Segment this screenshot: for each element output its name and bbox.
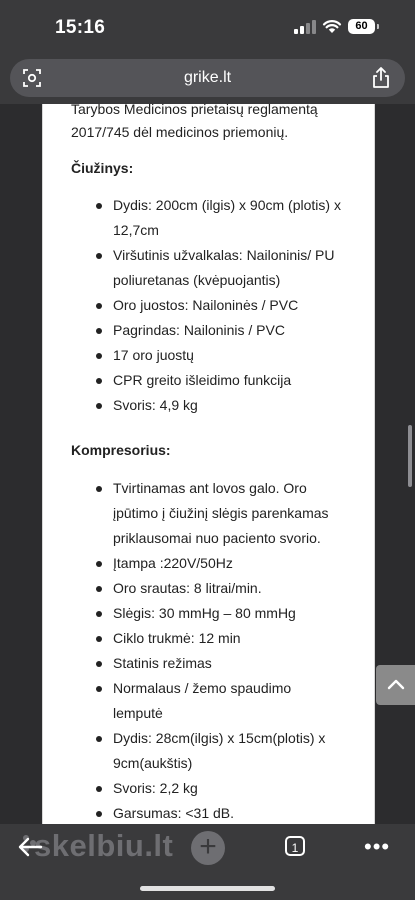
list-item xyxy=(113,776,373,801)
bullet-dot xyxy=(96,378,102,384)
bullet-dot xyxy=(96,203,102,209)
bullet-dot xyxy=(96,586,102,592)
list-item-line: Garsumas: <31 dB. xyxy=(113,805,235,821)
section-title-ciuzinys: Čiužinys: xyxy=(71,160,134,176)
intro-line: 2017/745 dėl medicinos priemonių. xyxy=(71,124,289,140)
cellular-signal-icon xyxy=(294,20,316,34)
list-item-line: Statinis režimas xyxy=(113,655,212,671)
bullet-dot xyxy=(96,786,102,792)
list-item-line: lemputė xyxy=(113,705,163,721)
list-item-line: Slėgis: 30 mmHg – 80 mmHg xyxy=(113,605,296,621)
list-item-line: Svoris: 2,2 kg xyxy=(113,780,198,796)
wifi-icon xyxy=(322,18,342,34)
web-page xyxy=(0,104,415,824)
address-bar[interactable] xyxy=(10,59,405,97)
status-bar xyxy=(0,0,415,56)
bullet-dot xyxy=(96,736,102,742)
list-item xyxy=(113,726,373,776)
back-arrow-icon[interactable] xyxy=(17,836,43,858)
chevron-up-icon xyxy=(376,665,415,705)
list-item-line: poliuretanas (kvėpuojantis) xyxy=(113,272,281,288)
list-item-line: Ciklo trukmė: 12 min xyxy=(113,630,241,646)
article-content xyxy=(42,104,375,824)
list-item xyxy=(113,551,373,576)
bullet-dot xyxy=(96,636,102,642)
bullet-dot xyxy=(96,811,102,817)
section-title-kompresorius: Kompresorius: xyxy=(71,442,171,458)
battery-level: 60 xyxy=(348,19,375,34)
list-item xyxy=(113,293,373,318)
list-item xyxy=(113,318,373,343)
list-item-line: Tvirtinamas ant lovos galo. Oro xyxy=(113,480,307,496)
bullet-dot xyxy=(96,253,102,259)
list-item-line: 9cm(aukštis) xyxy=(113,755,193,771)
list-item xyxy=(113,368,373,393)
list-item xyxy=(113,393,373,418)
bullet-dot xyxy=(96,403,102,409)
battery-tip xyxy=(377,24,379,29)
bullet-dot xyxy=(96,661,102,667)
list-item xyxy=(113,626,373,651)
list-item-line: įpūtimo į čiužinį slėgis parenkamas xyxy=(113,505,329,521)
list-item-line: Oro srautas: 8 litrai/min. xyxy=(113,580,262,596)
list-item-line: Dydis: 200cm (ilgis) x 90cm (plotis) x xyxy=(113,197,341,213)
bullet-dot xyxy=(96,486,102,492)
list-item xyxy=(113,243,373,293)
list-item xyxy=(113,576,373,601)
list-item xyxy=(113,676,373,726)
url-text[interactable]: grike.lt xyxy=(183,69,232,86)
new-tab-button[interactable]: + xyxy=(191,831,225,865)
list-item-line: Pagrindas: Nailoninis / PVC xyxy=(113,322,285,338)
bullet-dot xyxy=(96,353,102,359)
list-item-line: priklausomai nuo paciento svorio. xyxy=(113,530,321,546)
bullet-dot xyxy=(96,561,102,567)
tabs-button[interactable]: 1 xyxy=(285,836,305,856)
scrollbar[interactable] xyxy=(408,425,412,487)
bullet-dot xyxy=(96,686,102,692)
share-icon[interactable] xyxy=(371,67,391,89)
list-item-line: Oro juostos: Nailoninės / PVC xyxy=(113,297,299,313)
list-item xyxy=(113,343,373,368)
scroll-to-top-button[interactable] xyxy=(376,665,415,705)
bullet-dot xyxy=(96,611,102,617)
list-item xyxy=(113,193,373,243)
more-options-button[interactable]: ••• xyxy=(364,834,391,859)
bullet-dot xyxy=(96,328,102,334)
list-item xyxy=(113,601,373,626)
status-time: 15:16 xyxy=(55,17,106,38)
list-item-line: Svoris: 4,9 kg xyxy=(113,397,198,413)
list-item-line: Dydis: 28cm(ilgis) x 15cm(plotis) x xyxy=(113,730,326,746)
list-item xyxy=(113,476,373,551)
list-item-line: Įtampa :220V/50Hz xyxy=(113,555,233,571)
list-item-line: 17 oro juostų xyxy=(113,347,194,363)
list-item-line: Normalaus / žemo spaudimo xyxy=(113,680,292,696)
home-indicator[interactable] xyxy=(140,886,275,891)
list-item-line: CPR greito išleidimo funkcija xyxy=(113,372,292,388)
list-item-line: 12,7cm xyxy=(113,222,159,238)
list-item-line: Viršutinis užvalkalas: Nailoninis/ PU xyxy=(113,247,335,263)
intro-line: Tarybos Medicinos prietaisų reglamentą xyxy=(71,104,318,117)
list-item xyxy=(113,651,373,676)
list-item xyxy=(113,801,373,824)
brand-watermark: skelbiu.lt xyxy=(34,828,174,863)
bullet-dot xyxy=(96,303,102,309)
